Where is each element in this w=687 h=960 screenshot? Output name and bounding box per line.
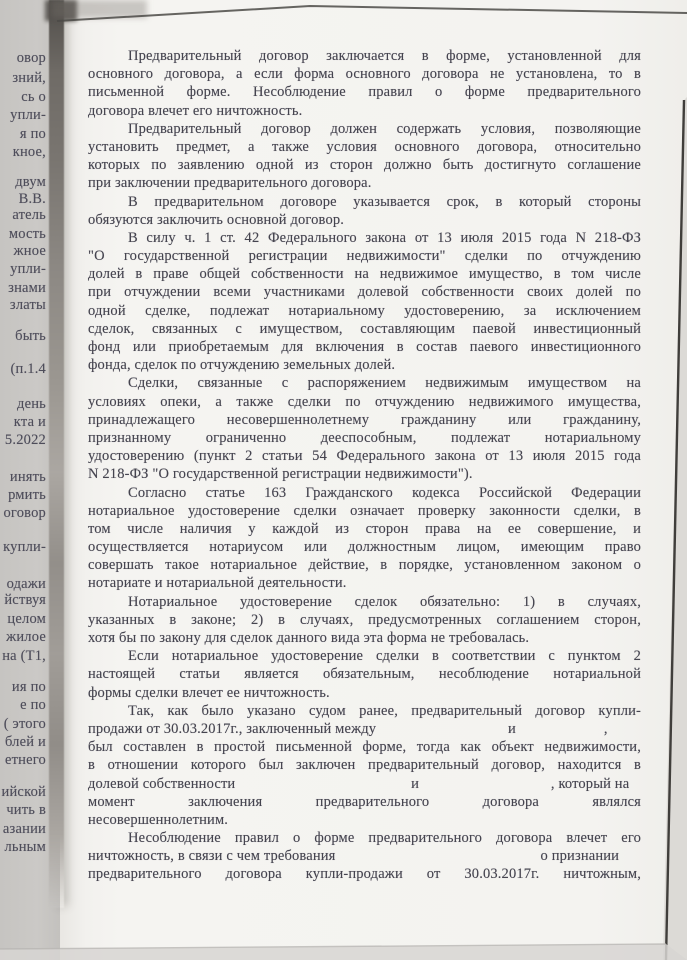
paragraph bbox=[88, 47, 641, 120]
text-line: Несоблюдение правил о форме предварительного договора влечет его bbox=[128, 830, 641, 847]
text-line: N 218-ФЗ "О государственной регистрации недвижимости"). bbox=[88, 466, 473, 483]
text-line: основного договора, а если форма основного договора не установлена, то в bbox=[88, 66, 641, 83]
text-line: несовершеннолетним. bbox=[88, 811, 229, 828]
paragraph bbox=[88, 593, 641, 648]
text-line: Так, как было указано судом ранее, предварительный договор купли- bbox=[128, 702, 641, 719]
margin-fragment: златы bbox=[9, 297, 46, 313]
text-line: которых по заявлению одной из сторон должно быть достигнуто соглашение bbox=[88, 157, 641, 174]
margin-fragment: В.В. bbox=[18, 191, 46, 207]
text-line: письменной форме. Несоблюдение правил о форме предварительного bbox=[88, 84, 641, 101]
margin-fragment: знами bbox=[8, 280, 46, 296]
margin-fragment: на (Т1, bbox=[2, 648, 46, 664]
margin-fragment: рмить bbox=[8, 487, 46, 503]
paragraph bbox=[88, 120, 641, 193]
margin-fragment: оговор bbox=[3, 505, 46, 521]
text-line: указанных в законе; 2) в случаях, предусмотренных соглашением сторон, bbox=[88, 611, 641, 628]
margin-fragment: азании bbox=[2, 821, 46, 837]
paragraph bbox=[88, 484, 641, 593]
text-line: хотя бы по закону для сделок данного вида эта форма не требовалась. bbox=[88, 630, 530, 646]
text-line: Если нотариальное удостоверение сделки в соответствии с пунктом 2 bbox=[128, 648, 641, 665]
paragraph bbox=[88, 193, 641, 229]
margin-fragment: двум bbox=[15, 174, 46, 190]
text-line: настоящей статьи является обязательным, несоблюдение нотариальной bbox=[88, 666, 641, 683]
margin-fragment: я по bbox=[19, 126, 46, 142]
text-line: продажи от 30.03.2017г., заключенный между и , bbox=[88, 720, 608, 737]
text-line: установить предмет, а также условия основного договора, относительно bbox=[88, 138, 641, 155]
margin-fragment: 5.2022 bbox=[4, 432, 46, 448]
text-line: при отчуждении всеми участниками долевой собственности своих долей по bbox=[88, 284, 641, 301]
text-line: "О государственной регистрации недвижимости" сделки по отчуждению bbox=[88, 248, 641, 265]
margin-fragment: день bbox=[17, 396, 46, 412]
margin-fragment: кное, bbox=[12, 144, 46, 160]
text-line: фонд или приобретаемым для включения в состав паевого инвестиционного bbox=[88, 339, 641, 355]
text-line: В силу ч. 1 ст. 42 Федерального закона от 13 июля 2015 года N 218-ФЗ bbox=[128, 229, 641, 246]
margin-fragment: льным bbox=[4, 839, 46, 855]
paragraph bbox=[88, 374, 641, 483]
text-line: договора влечет его ничтожность. bbox=[88, 102, 303, 119]
margin-fragment: купли- bbox=[3, 539, 46, 555]
margin-fragment: ийской bbox=[1, 784, 46, 800]
paragraph bbox=[88, 702, 641, 829]
margin-fragment: е по bbox=[20, 697, 46, 713]
text-line: Сделки, связанные с распоряжением недвижимым имуществом на bbox=[128, 375, 641, 392]
margin-fragment: овор bbox=[16, 50, 46, 66]
margin-fragment: йствуя bbox=[4, 592, 46, 608]
text-line: в отношении которого был заключен предварительный договор, находится в bbox=[88, 757, 641, 774]
text-line: предварительного договора купли-продажи от 30.03.2017г. ничтожным, bbox=[88, 866, 641, 883]
text-line: был составлен в простой письменной форме, тогда как объект недвижимости, bbox=[88, 739, 641, 756]
text-line: том числе наличия у каждой из сторон права на ее совершение, и bbox=[88, 520, 641, 537]
text-line: В предварительном договоре указывается срок, в который стороны bbox=[128, 193, 641, 210]
text-line: Согласно статье 163 Гражданского кодекса Российской Федерации bbox=[128, 484, 641, 501]
margin-fragment: кта и bbox=[13, 414, 46, 430]
margin-fragment: чить в bbox=[6, 802, 46, 818]
margin-fragment: атель bbox=[12, 207, 46, 223]
margin-fragment: быть bbox=[15, 328, 46, 344]
text-line: формы сделки влечет ее ничтожность. bbox=[88, 684, 330, 701]
text-line: принадлежащего несовершеннолетнему гражданину или гражданину, bbox=[88, 411, 641, 428]
margin-fragment: упли- bbox=[10, 107, 46, 123]
text-line: удостоверению (пункт 2 статьи 54 Федерального закона от 13 июля 2015 года bbox=[88, 448, 641, 465]
margin-fragment: одажи bbox=[6, 576, 46, 592]
margin-fragment: жилое bbox=[6, 629, 46, 645]
margin-fragment: мость bbox=[8, 226, 46, 242]
margin-fragment: (п.1.4 bbox=[10, 361, 46, 377]
margin-fragment: ( этого bbox=[3, 716, 46, 732]
text-line: осуществляется нотариусом или должностным лицом, имеющим право bbox=[88, 539, 641, 556]
margin-fragment: жное bbox=[13, 243, 46, 259]
text-line: долевой собственности и , который на bbox=[88, 775, 630, 792]
text-line: фонда, сделок по отчуждению земельных долей. bbox=[88, 357, 396, 374]
paragraph bbox=[88, 229, 641, 375]
text-line: обязуются заключить основной договор. bbox=[88, 211, 345, 228]
text-line: совершать такое нотариальное действие, в порядке, установленном законом о bbox=[88, 557, 641, 574]
margin-fragment: целом bbox=[7, 611, 46, 627]
text-line: Предварительный договор заключается в форме, установленной для bbox=[128, 48, 641, 64]
text-line: условиях опеки, а также сделки по отчуждению недвижимого имущества, bbox=[88, 393, 641, 410]
margin-fragment: блей и bbox=[4, 734, 46, 750]
text-line: долей в праве общей собственности на недвижимое имущество, в том числе bbox=[88, 266, 641, 283]
cut-off-margin-text bbox=[0, 0, 48, 960]
text-line: момент заключения предварительного договора являлся bbox=[88, 793, 641, 810]
margin-fragment: зний, bbox=[12, 70, 46, 86]
document-text bbox=[88, 47, 641, 884]
text-line: ничтожность, в связи с чем требования о признании bbox=[88, 848, 620, 865]
paragraph bbox=[88, 829, 641, 884]
margin-fragment: упли- bbox=[10, 261, 46, 277]
text-line: одной сделке, подлежат нотариальному удостоверению, за исключением bbox=[88, 302, 641, 319]
text-line: Нотариальное удостоверение сделок обязательно: 1) в случаях, bbox=[128, 593, 641, 610]
text-line: при заключении предварительного договора. bbox=[88, 175, 372, 192]
text-line: нотариате и нотариальной деятельности. bbox=[88, 575, 347, 592]
margin-fragment: етнего bbox=[4, 752, 46, 768]
paragraph bbox=[88, 647, 641, 702]
text-line: Предварительный договор должен содержать условия, позволяющие bbox=[128, 120, 641, 137]
text-line: нотариальное удостоверение сделки означает проверку законности сделки, в bbox=[88, 502, 641, 519]
text-line: признанному ограниченно дееспособным, подлежат нотариальному bbox=[88, 429, 641, 446]
text-line: сделок, связанных с имуществом, составляющим паевой инвестиционный bbox=[88, 320, 641, 337]
margin-fragment: инять bbox=[9, 469, 46, 485]
margin-fragment: ия по bbox=[11, 679, 46, 695]
margin-fragment: сь о bbox=[21, 89, 46, 105]
